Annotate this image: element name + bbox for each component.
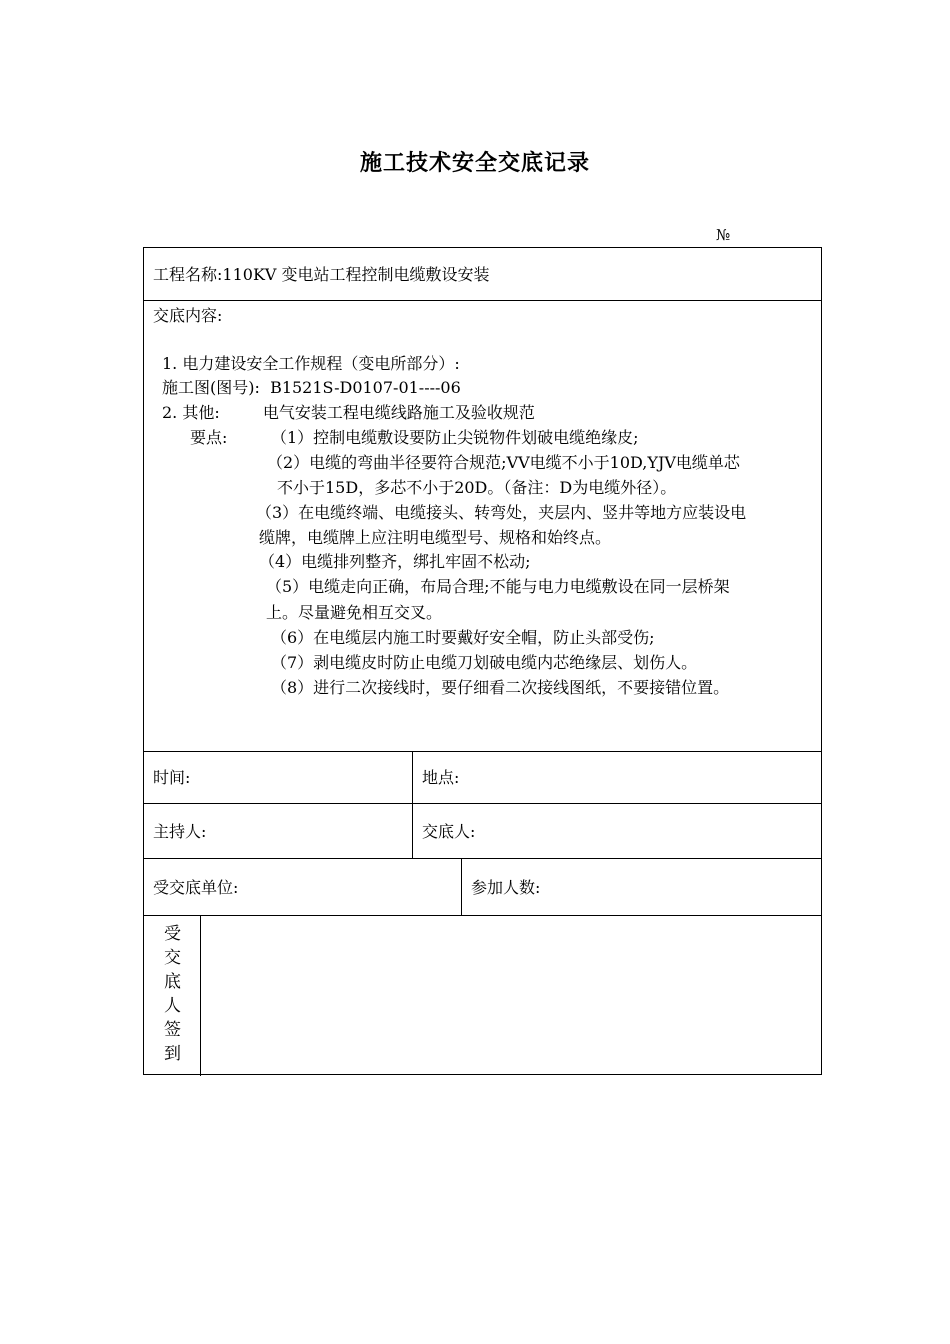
keypoint-line: （4）电缆排列整齐，绑扎牢固不松动; [259, 552, 531, 571]
keypoint-line: （3）在电缆终端、电缆接头、转弯处，夹层内、竖井等地方应装设电 [256, 503, 747, 522]
project-name-label: 工程名称: [153, 265, 223, 284]
document-title: 施工技术安全交底记录 [359, 150, 590, 176]
place-label: 地点: [422, 768, 460, 787]
keypoint-line: 上。尽量避免相互交叉。 [266, 603, 443, 622]
signature-char: 底 [164, 972, 181, 992]
content-line-1: 1. 电力建设安全工作规程（变电所部分）: [162, 354, 460, 373]
project-name-value: 110KV 变电站工程控制电缆敷设安装 [222, 265, 490, 284]
receiving-unit-label: 受交底单位: [153, 878, 239, 897]
content-line-2-prefix: 2. 其他: [162, 403, 220, 422]
column-divider [461, 858, 462, 915]
drawing-number-value: B1521S-D0107-01----06 [270, 378, 461, 397]
row-divider [144, 751, 821, 752]
time-label: 时间: [153, 768, 191, 787]
signature-char: 到 [164, 1044, 181, 1064]
keypoint-line: （8）进行二次接线时，要仔细看二次接线图纸，不要接错位置。 [271, 678, 730, 697]
drawing-number-label: 施工图(图号): [162, 378, 260, 397]
row-divider [144, 300, 821, 301]
signature-char: 受 [164, 924, 181, 944]
column-divider [412, 751, 413, 858]
keypoint-line: （6）在电缆层内施工时要戴好安全帽，防止头部受伤; [271, 628, 655, 647]
drawing-number [162, 376, 461, 400]
keypoint-line: 缆牌，电缆牌上应注明电缆型号、规格和始终点。 [259, 528, 612, 547]
content-line-2 [162, 401, 535, 425]
project-name [153, 263, 490, 287]
keypoint-line: （7）剥电缆皮时防止电缆刀划破电缆内芯绝缘层、划伤人。 [271, 653, 698, 672]
row-divider [144, 858, 821, 859]
keypoint-line: 不小于15D，多芯不小于20D。（备注：D为电缆外径）。 [277, 478, 677, 497]
keypoint-line: （2）电缆的弯曲半径要符合规范;VV电缆不小于10D,YJV电缆单芯 [267, 453, 740, 472]
attendees-label: 参加人数: [471, 878, 541, 897]
content-label: 交底内容: [153, 306, 223, 325]
signature-char: 交 [164, 948, 181, 968]
keypoint-line: （1）控制电缆敷设要防止尖锐物件划破电缆绝缘皮; [271, 428, 639, 447]
signature-char: 签 [164, 1020, 181, 1040]
host-label: 主持人: [153, 822, 207, 841]
content-line-2-value: 电气安装工程电缆线路施工及验收规范 [262, 403, 535, 422]
keypoints-label: 要点: [190, 428, 228, 447]
record-table [143, 247, 822, 1075]
keypoint-line: （5）电缆走向正确，布局合理;不能与电力电缆敷设在同一层桥架 [266, 577, 730, 596]
document-number-label: № [716, 226, 731, 244]
signature-char: 人 [164, 996, 181, 1016]
row-divider [144, 803, 821, 804]
presenter-label: 交底人: [422, 822, 476, 841]
signature-area[interactable] [201, 916, 821, 1074]
